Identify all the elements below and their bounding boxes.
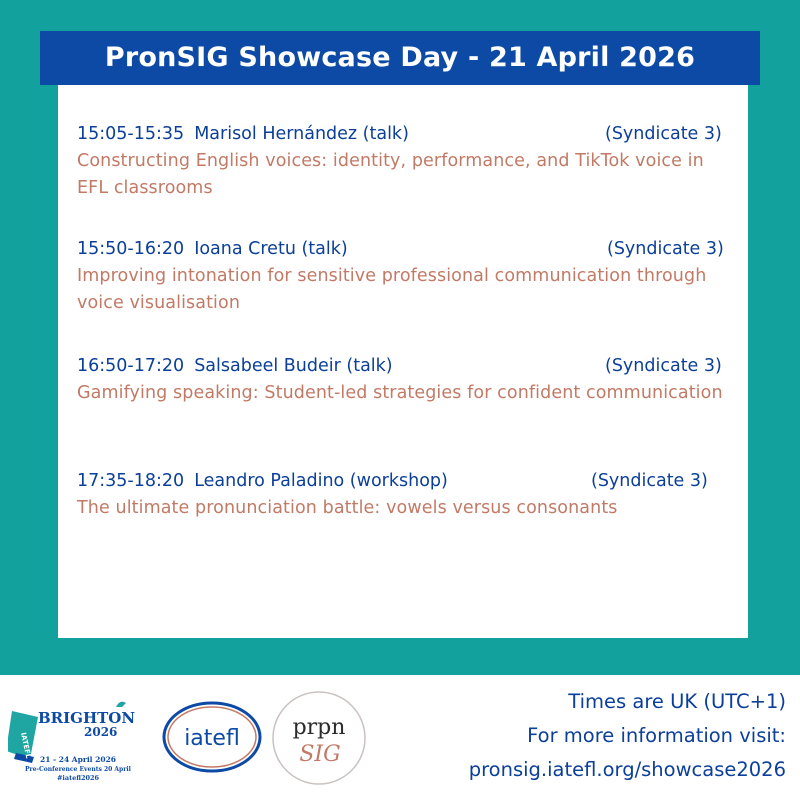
- session-title: Improving intonation for sensitive professional communication through voice visualisation: [77, 266, 707, 313]
- session-speaker: Leandro Paladino (workshop): [194, 471, 448, 491]
- session-header: [77, 121, 737, 147]
- iatefl-brighton-logo: [8, 693, 150, 793]
- pronsig-logo-top: prpn: [292, 715, 346, 740]
- session-room: (Syndicate 3): [607, 239, 724, 259]
- session-header: [77, 353, 737, 379]
- logo-brighton-word: BRIGHTON: [38, 709, 136, 727]
- pronsig-logo: [270, 689, 368, 787]
- session-2: [77, 236, 737, 317]
- session-room: (Syndicate 3): [605, 124, 722, 144]
- session-title: Constructing English voices: identity, performance, and TikTok voice in EFL classrooms: [77, 151, 704, 198]
- session-title: Gamifying speaking: Student-led strategies for confident communication: [77, 383, 723, 403]
- bird-icon: [116, 702, 126, 707]
- session-1: [77, 121, 737, 202]
- logo-dates: 21 - 24 April 2026: [39, 755, 117, 764]
- session-speaker: Ioana Cretu (talk): [194, 239, 348, 259]
- footer: [0, 675, 800, 800]
- session-room: (Syndicate 3): [605, 356, 722, 376]
- session-header: [77, 468, 737, 494]
- iatefl-logo: [160, 697, 265, 777]
- session-3: [77, 353, 737, 407]
- page-title: PronSIG Showcase Day - 21 April 2026: [40, 31, 760, 85]
- footer-info: [469, 685, 786, 787]
- logo-side-text: IATEFL: [19, 731, 33, 760]
- showcase-link[interactable]: pronsig.iatefl.org/showcase2026: [468, 758, 786, 781]
- session-time: 17:35-18:20: [77, 471, 185, 491]
- timezone-note: Times are UK (UTC+1): [568, 690, 786, 713]
- session-header: [77, 236, 737, 262]
- session-title: The ultimate pronunciation battle: vowels versus consonants: [77, 498, 618, 518]
- more-info-text: For more information visit:: [527, 724, 786, 747]
- schedule-card: [58, 85, 748, 638]
- session-speaker: Salsabeel Budeir (talk): [194, 356, 393, 376]
- pronsig-logo-bottom: SIG: [299, 742, 341, 767]
- logo-hashtag: #iatefl2026: [56, 774, 100, 782]
- session-4: [77, 468, 737, 522]
- session-room: (Syndicate 3): [591, 471, 708, 491]
- iatefl-logo-word: iatefl: [184, 726, 240, 751]
- session-time: 15:50-16:20: [77, 239, 185, 259]
- session-time: 16:50-17:20: [77, 356, 185, 376]
- session-speaker: Marisol Hernández (talk): [194, 124, 409, 144]
- logo-preconference: Pre-Conference Events 20 April: [25, 766, 131, 773]
- session-time: 15:05-15:35: [77, 124, 185, 144]
- logo-brighton-year: 2026: [84, 725, 118, 739]
